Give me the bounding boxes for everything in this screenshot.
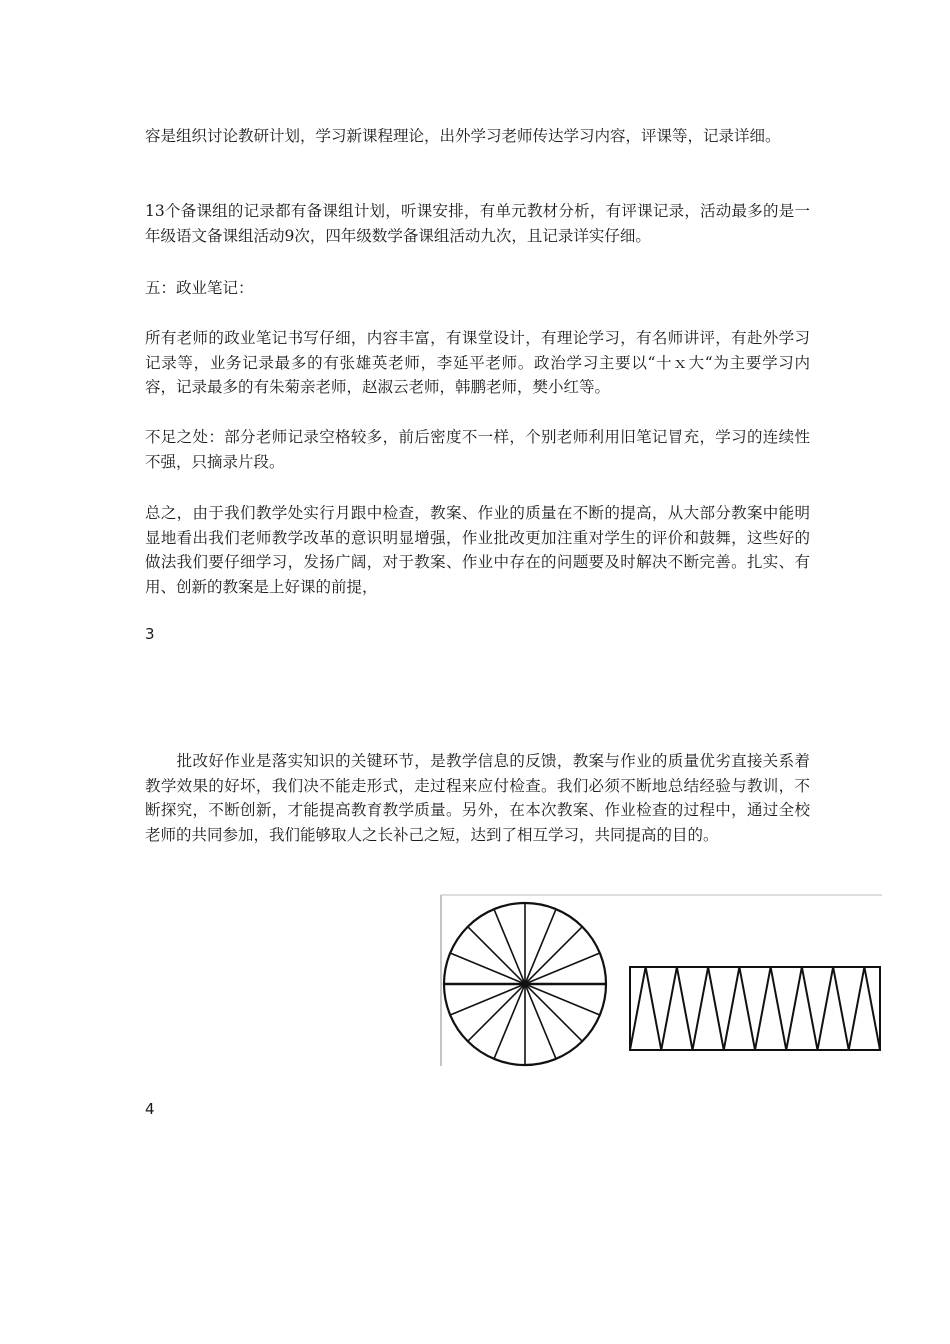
paragraph-summary: 总之，由于我们教学处实行月跟中检查，教案、作业的质量在不断的提高，从大部分教案中能明显地看出我们老师教学改革的意识明显增强，作业批改更加注重对学生的评价和鼓舞，这些好的做法我们要仔细学习，发扬广阔，对于教案、作业中存在的问题要及时解决不断完善。扎实、有用、创新的教案是上好课的前提， xyxy=(145,504,810,596)
paragraph-homework: 批改好作业是落实知识的关键环节，是教学信息的反馈，教案与作业的质量优劣直接关系着教学效果的好坏，我们决不能走形式，走过程来应付检查。我们必须不断地总结经验与教训，不断探究，不断创新，才能提高教育教学质量。另外，在本次教案、作业检查的过程中，通过全校老师的共同参加，我们能够取人之长补己之短，达到了相互学习，共同提高的目的。 xyxy=(145,752,810,844)
zigzag-strip xyxy=(630,967,880,1050)
section-heading: 五：政业笔记： xyxy=(145,279,254,297)
paragraph-shortcomings: 不足之处：部分老师记录空格较多，前后密度不一样，个别老师利用旧笔记冒充，学习的连续性不强，只摘录片段。 xyxy=(145,428,810,471)
page-number: 3 xyxy=(145,625,155,643)
page-number: 4 xyxy=(145,1100,155,1118)
figure-svg xyxy=(440,893,885,1068)
figure-circle-zigzag xyxy=(440,893,885,1068)
paragraph-prep-groups: 13个备课组的记录都有备课组计划，听课安排，有单元教材分析，有评课记录，活动最多的是一年级语文备课组活动9次，四年级数学备课组活动九次，且记录详实仔细。 xyxy=(145,202,810,245)
zigzag-rectangle xyxy=(630,967,880,1050)
paragraph-notes: 所有老师的政业笔记书写仔细，内容丰富，有课堂设计，有理论学习，有名师讲评，有赴外学习记录等，业务记录最多的有张雄英老师，李延平老师。政治学习主要以“十ｘ大“为主要学习内容，记录最多的有朱菊亲老师，赵淑云老师，韩鹏老师，樊小红等。 xyxy=(145,329,810,396)
paragraph-continued: 容是组织讨论教研计划，学习新课程理论，出外学习老师传达学习内容，评课等，记录详细。 xyxy=(145,127,781,145)
